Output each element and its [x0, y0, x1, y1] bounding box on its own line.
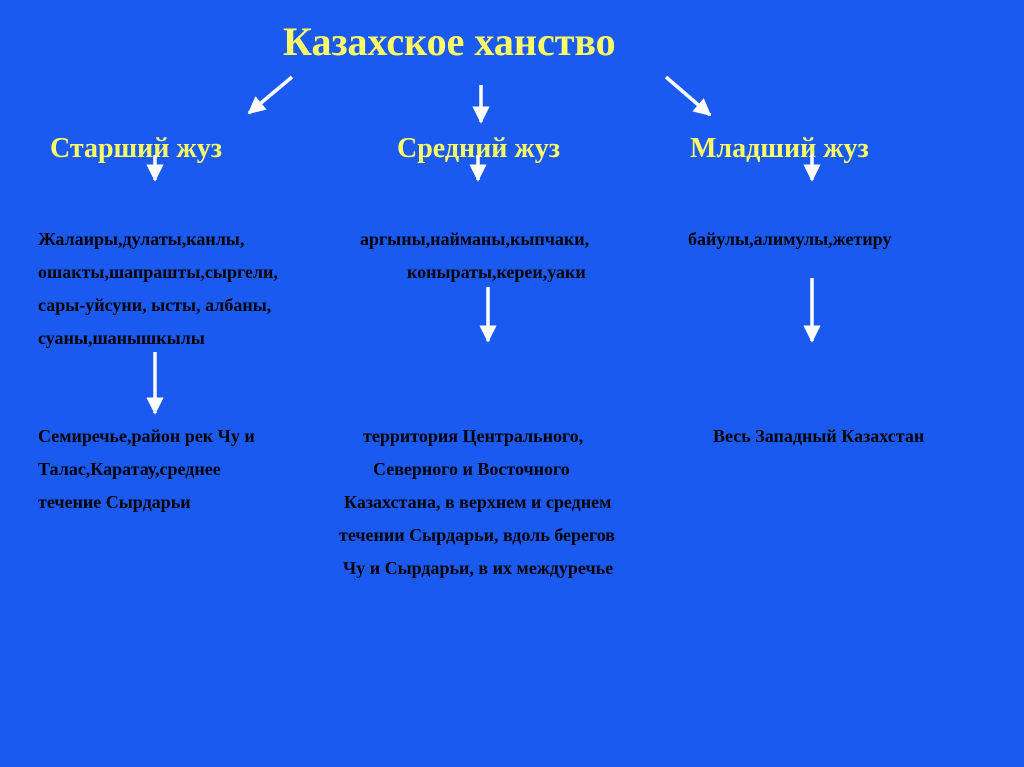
arrow-to-junior-zhuz — [666, 77, 710, 115]
senior-territory-line: Талас,Каратау,среднее — [38, 459, 221, 479]
junior-territory-line: Весь Западный Казахстан — [713, 426, 925, 446]
middle-territory-line: Казахстана, в верхнем и среднем — [344, 492, 612, 512]
junior-tribes-line: байулы,алимулы,жетиру — [688, 229, 892, 249]
senior-territory-line: течение Сырдарьи — [38, 492, 191, 512]
senior-territory-line: Семиречье,район рек Чу и — [38, 426, 255, 446]
senior-tribes-line: сары-уйсуни, ысты, албаны, — [38, 295, 272, 315]
diagram-title: Казахское ханство — [283, 19, 616, 64]
zhuz-heading-junior: Младший жуз — [690, 133, 869, 164]
middle-territory-line: Северного и Восточного — [373, 459, 570, 479]
middle-territory-line: течении Сырдарьи, вдоль берегов — [339, 525, 615, 545]
senior-tribes-line: ошакты,шапрашты,сыргели, — [38, 262, 278, 282]
zhuz-heading-senior: Старший жуз — [50, 133, 222, 164]
middle-territory-line: территория Центрального, — [363, 426, 584, 446]
senior-tribes-line: суаны,шанышкылы — [38, 328, 205, 348]
middle-tribes-line: аргыны,найманы,кыпчаки, — [360, 229, 590, 249]
middle-territory-line: Чу и Сырдарьи, в их междуречье — [343, 558, 614, 578]
arrow-to-senior-zhuz — [249, 77, 292, 113]
senior-tribes-line: Жалаиры,дулаты,канлы, — [38, 229, 245, 249]
middle-tribes-line: коныраты,кереи,уаки — [407, 262, 586, 282]
zhuz-heading-middle: Средний жуз — [397, 133, 560, 164]
